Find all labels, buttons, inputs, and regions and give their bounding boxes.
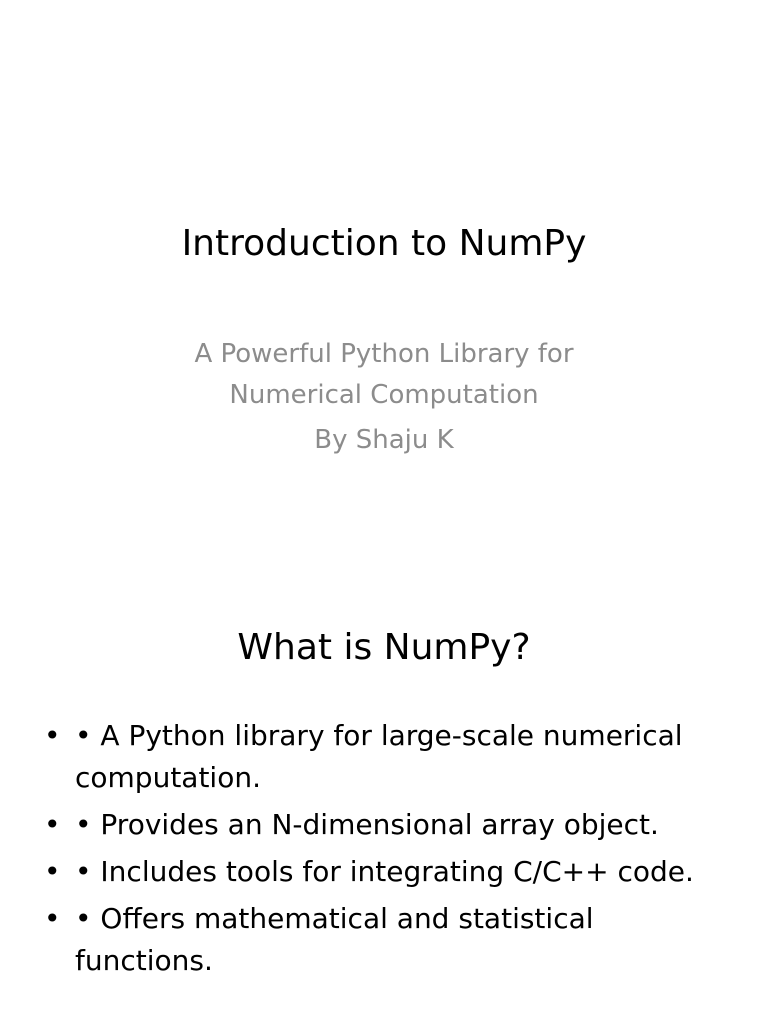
list-item — [0, 851, 768, 893]
list-item-text: • Offers mathematical and statistical functions. — [75, 902, 594, 977]
bullet-marker: • — [44, 902, 61, 935]
list-item — [0, 715, 768, 799]
slide-subtitle — [0, 334, 768, 461]
slide-heading: What is NumPy? — [237, 627, 531, 668]
list-item-text: • Provides an N-dimensional array object. — [75, 808, 659, 841]
subtitle-line: A Powerful Python Library for — [194, 339, 574, 369]
slide-title-heading: Introduction to NumPy — [181, 223, 587, 264]
list-item-text: • A Python library for large-scale numerical computation. — [75, 719, 683, 794]
bullet-marker: • — [44, 855, 61, 888]
subtitle-line: Numerical Computation — [229, 380, 539, 410]
bullet-marker: • — [44, 719, 61, 752]
slide-what-is-numpy — [0, 576, 768, 1024]
list-item — [0, 898, 768, 982]
bullet-list — [0, 715, 768, 987]
bullet-marker: • — [44, 808, 61, 841]
author-line: By Shaju K — [314, 425, 454, 455]
list-item — [0, 804, 768, 846]
list-item-text: • Includes tools for integrating C/C++ code. — [75, 855, 694, 888]
